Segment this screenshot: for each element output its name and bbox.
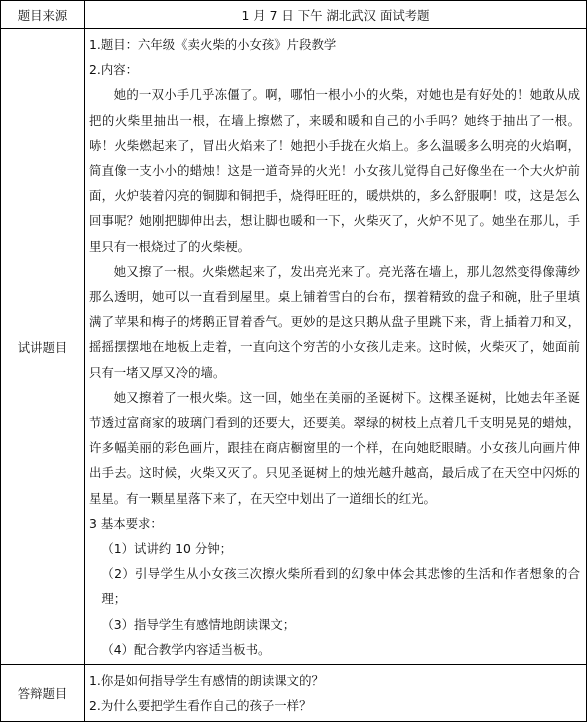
defense-content [85,665,587,722]
passage-paragraph-2: 她又擦了一根。火柴燃起来了，发出亮光来了。亮光落在墙上，那儿忽然变得像薄纱那么透明，她可以一直看到屋里。桌上铺着雪白的台布，摆着精致的盘子和碗，肚子里填满了苹果和梅子的烤鹅正冒着香气。更妙的是这只鹅从盘子里跳下来，背上插着刀和叉，摇摇摆摆地在地板上走着，一直向这个穷苦的小女孩儿走来。这时候，火柴灭了，她面前只有一堵又厚又冷的墙。 [89,263,580,380]
passage-paragraph-1: 她的一双小手几乎冻僵了。啊，哪怕一根小小的火柴，对她也是有好处的！她敢从成把的火柴里抽出一根，在墙上擦燃了，来暖和暖和自己的小手吗？她终于抽出了一根。哧！火柴燃起来了，冒出火焰来了！她把小手拢在火焰上。多么温暖多么明亮的火焰啊，简直像一支小小的蜡烛！这是一道奇异的火光！小女孩儿觉得自己好像坐在一个大火炉前面，火炉装着闪亮的铜脚和铜把手，烧得旺旺的，暖烘烘的，多么舒服啊！哎，这是怎么回事呢？她刚把脚伸出去，想让脚也暖和一下，火柴灭了，火炉不见了。她坐在那儿，手里只有一根烧过了的火柴梗。 [89,87,580,254]
defense-question-1: 1.你是如何指导学生有感情的朗读课文的？ [89,673,324,689]
trial-content [85,29,587,665]
source-value: 1 月 7 日 下午 湖北武汉 面试考题 [85,1,587,29]
requirement-4: （4）配合教学内容适当板书。 [101,641,271,657]
trial-label: 试讲题目 [1,29,85,665]
content-label: 2.内容： [89,62,138,78]
defense-row [1,665,587,722]
requirement-2: （2）引导学生从小女孩三次擦火柴所看到的幻象中体会其悲惨的生活和作者想象的合理； [101,566,580,607]
defense-label: 答辩题目 [1,665,85,722]
passage-paragraph-3: 她又擦着了一根火柴。这一回，她坐在美丽的圣诞树下。这棵圣诞树，比她去年圣诞节透过富商家的玻璃门看到的还要大，还要美。翠绿的树枝上点着几千支明晃晃的蜡烛，许多幅美丽的彩色画片，跟挂在商店橱窗里的一个样，在向她眨眼睛。小女孩儿向画片伸出手去。这时候，火柴又灭了。只见圣诞树上的烛光越升越高，最后成了在天空中闪烁的星星。有一颗星星落下来了，在天空中划出了一道细长的红光。 [89,389,580,506]
header-row [1,1,587,29]
trial-row [1,29,587,665]
requirements-label: 3 基本要求： [89,515,163,531]
trial-title: 1.题目：六年级《卖火柴的小女孩》片段教学 [89,37,337,52]
defense-question-2: 2.为什么要把学生看作自己的孩子一样？ [89,698,312,714]
requirement-1: （1）试讲约 10 分钟； [101,541,233,557]
source-label: 题目来源 [1,1,85,29]
requirement-3: （3）指导学生有感情地朗读课文； [101,616,296,632]
